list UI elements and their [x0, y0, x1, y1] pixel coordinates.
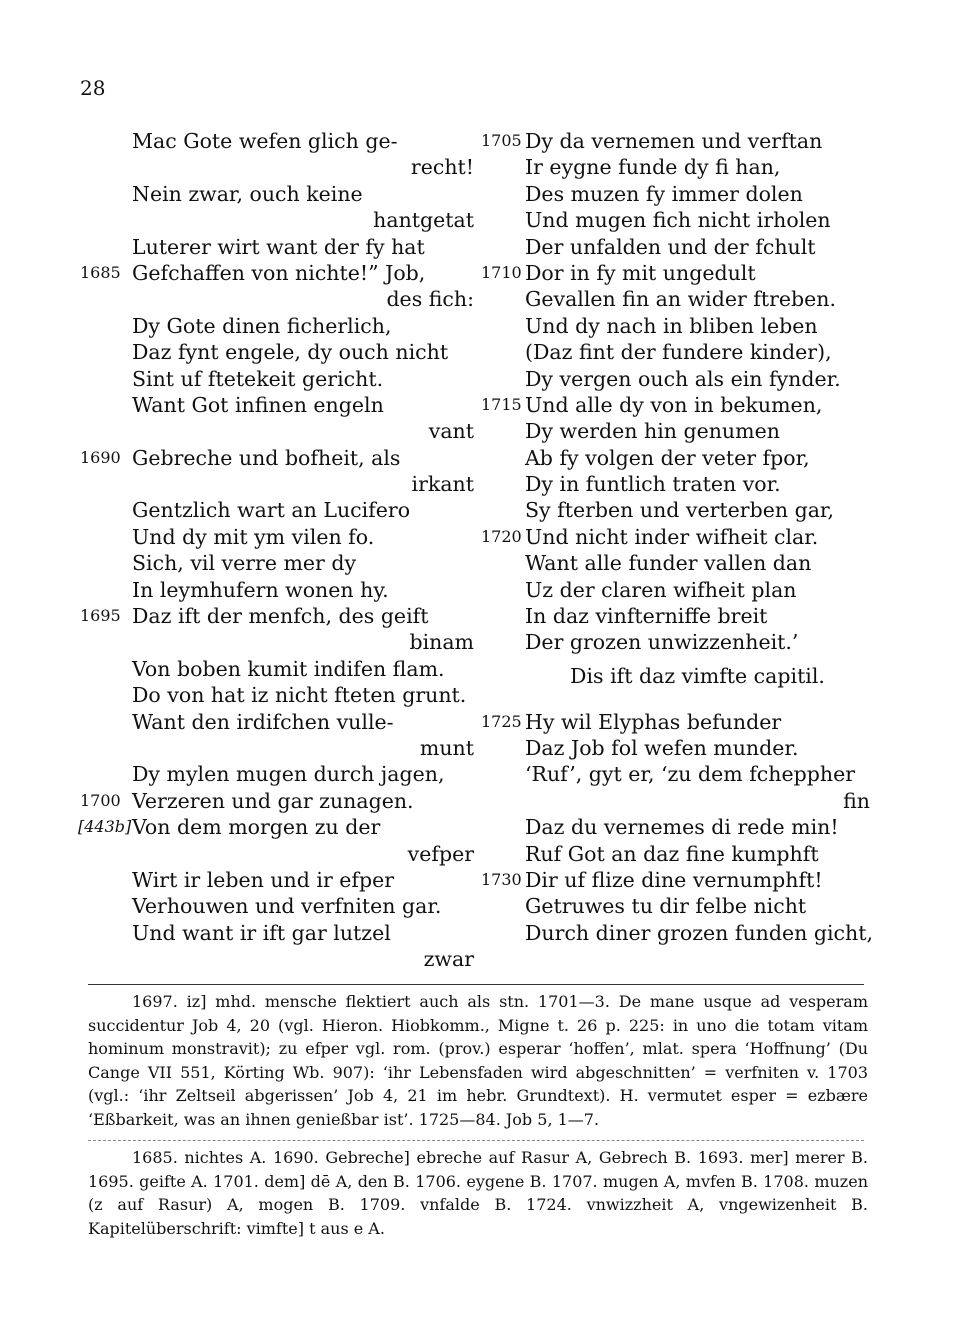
verse-text: des fich: — [386, 287, 474, 312]
verse-text: munt — [419, 735, 474, 760]
verse-line — [481, 709, 870, 735]
chapter-heading — [525, 656, 870, 709]
verse-text: Verhouwen und verfniten gar. — [132, 894, 442, 919]
verse-text: Hy wil Elyphas befunder — [525, 709, 782, 734]
verse-text: Dy werden hin genumen — [525, 419, 780, 444]
verse-line — [80, 788, 474, 814]
verse-line — [481, 392, 870, 418]
verse-text: Daz Job fol wefen munder. — [525, 736, 799, 760]
verse-line — [132, 339, 474, 365]
variants-text: 1685. nichtes A. 1690. Gebreche] ebreche auf Rasur A, Gebrech B. 1693. mer] merer B. 1695. geifte A. 1701. dem] dē A, den B. 1706. eygene B. 1707. mugen A, mvfen B. 1708. muzen (z auf Rasur) A, mogen B. 1709. vnfalde B. 1724. vnwizzheit A, vngewizenheit B. Kapitelüberschrift: vimfte] t aus e A. — [88, 1148, 868, 1238]
verse-line — [525, 550, 870, 576]
verse-text: Ruf Got an daz fine kumphft — [525, 841, 819, 866]
verse-line — [132, 577, 474, 603]
verse-line — [525, 154, 870, 180]
commentary-text: 1697. iz] mhd. mensche flektiert auch als stn. 1701—3. De mane usque ad vesperam succidentur Job 4, 20 (vgl. Hieron. Hiobkomm., Migne t. 26 p. 225: in uno die totam vitam hominum monstravit); zu efper vgl. rom. (prov.) esperar ‘hoffen’, mlat. spera ‘Hoffnung’ (Du Cange VII 551, Körting Wb. 907): ‘ihr Lebensfaden wird abgeschnitten’ = verfniten v. 1703 (vgl.: ‘ihr Zeltseil abgerissen’ Job 4, 21 im hebr. Grundtext). H. vermutet esper = ezbære ‘Eßbarkeit, was an ihnen genießbar ist’. 1725—84. Job 5, 1—7. — [88, 992, 868, 1129]
verse-number: 1710 — [481, 262, 522, 282]
verse-line — [481, 260, 870, 286]
verse-text: Sy fterben und verterben gar, — [525, 498, 834, 523]
verse-text: Und alle dy von in bekumen, — [525, 392, 823, 417]
verse-text: Dy in funtlich traten vor. — [525, 472, 781, 497]
verse-number: 1695 — [80, 606, 121, 626]
verse-line — [132, 761, 474, 787]
page-number: 28 — [80, 76, 106, 100]
verse-text: Und dy nach in bliben leben — [525, 313, 818, 338]
verse-line — [525, 814, 870, 840]
verse-line — [132, 392, 474, 418]
verse-text: Dy da vernemen und verftan — [525, 129, 823, 153]
verse-line — [132, 418, 474, 444]
verse-line — [525, 181, 870, 207]
verse-text: Gevallen fin an wider ftreben. — [525, 287, 837, 312]
verse-text: Daz ift der menfch, des geift — [132, 604, 429, 629]
verse-text: Und nicht inder wifheit clar. — [525, 524, 819, 549]
verse-line — [525, 603, 870, 629]
verse-line — [525, 629, 870, 655]
verse-line — [132, 656, 474, 682]
verse-text: Mac Gote wefen glich ge- — [132, 129, 398, 153]
verse-number: 1730 — [481, 869, 522, 889]
verse-line — [132, 946, 474, 972]
verse-line — [481, 524, 870, 550]
verse-text: Und want ir ift gar lutzel — [132, 920, 391, 945]
verse-line — [132, 735, 474, 761]
verse-number: 1705 — [481, 131, 522, 150]
verse-line — [132, 920, 474, 946]
verse-line — [525, 207, 870, 233]
footnote-rule — [88, 984, 864, 985]
verse-line — [481, 867, 870, 893]
verse-text: Ab fy volgen der veter fpor, — [525, 445, 810, 470]
verse-text: Dy vergen ouch als ein fynder. — [525, 366, 841, 391]
verse-text: Der unfalden und der fchult — [525, 234, 816, 259]
verse-line — [132, 629, 474, 655]
verse-text: Dor in fy mit ungedult — [525, 260, 756, 285]
verse-text: Dir uf flize dine vernumphft! — [525, 867, 823, 892]
verse-number: 1700 — [80, 790, 121, 810]
verse-line — [132, 181, 474, 207]
verse-text: fin — [843, 788, 870, 813]
verse-line — [525, 418, 870, 444]
verse-line — [132, 286, 474, 312]
verse-text: hantgetat — [373, 208, 474, 233]
verse-line — [525, 577, 870, 603]
verse-line — [525, 497, 870, 523]
verse-line — [525, 841, 870, 867]
verse-text: Want alle funder vallen dan — [525, 551, 812, 576]
verse-text: Durch diner grozen funden gicht, — [525, 920, 873, 945]
variants-rule — [88, 1140, 864, 1141]
verse-text: Gebreche und bofheit, als — [132, 445, 401, 470]
verse-text: Want Got infinen engeln — [132, 392, 384, 417]
verse-line — [132, 497, 474, 523]
verse-number: 1685 — [80, 262, 121, 282]
verse-text: Luterer wirt want der fy hat — [132, 234, 425, 259]
verse-text: zwar — [423, 947, 474, 972]
right-verse-column — [481, 128, 873, 946]
verse-line — [132, 682, 474, 708]
verse-text: ‘Ruf’, gyt er, ‘zu dem fcheppher — [525, 762, 856, 787]
verse-line — [132, 207, 474, 233]
verse-text: Getruwes tu dir felbe nicht — [525, 894, 807, 919]
verse-line — [525, 234, 870, 260]
verse-line — [132, 154, 474, 180]
verse-text: Uz der claren wifheit plan — [525, 577, 797, 602]
verse-line — [132, 471, 474, 497]
verse-line — [132, 893, 474, 919]
verse-text: Und dy mit ym vilen fo. — [132, 524, 375, 549]
verse-line — [525, 339, 870, 365]
verse-text: In leymhufern wonen hy. — [132, 577, 389, 602]
verse-text: Gefchaffen von nichte!” Job, — [132, 260, 426, 285]
verse-text: (Daz fint der fundere kinder), — [525, 340, 832, 365]
verse-text: Von dem morgen zu der — [132, 815, 381, 840]
verse-line — [80, 445, 474, 471]
verse-line — [525, 920, 873, 946]
verse-line — [132, 524, 474, 550]
verse-line — [80, 260, 474, 286]
verse-number: 1720 — [481, 526, 522, 546]
verse-text: Sich, vil verre mer dy — [132, 551, 357, 576]
verse-line — [132, 867, 474, 893]
verse-line — [525, 286, 870, 312]
verse-text: Nein zwar, ouch keine — [132, 181, 363, 206]
verse-line — [132, 366, 474, 392]
verse-number: 1725 — [481, 711, 522, 731]
verse-text: Von boben kumit indifen flam. — [132, 656, 445, 681]
verse-text: Wirt ir leben und ir efper — [132, 867, 395, 892]
verse-line — [80, 603, 474, 629]
verse-text: binam — [409, 630, 474, 655]
verse-line — [481, 128, 870, 154]
verse-text: Daz fynt engele, dy ouch nicht — [132, 340, 449, 365]
verse-text: irkant — [411, 472, 474, 497]
verse-line — [525, 471, 870, 497]
verse-text: In daz vinfterniffe breit — [525, 604, 768, 629]
verse-line — [525, 366, 870, 392]
verse-text: vefper — [407, 841, 474, 866]
verse-text: Der grozen unwizzenheit.’ — [525, 630, 799, 655]
verse-line — [525, 735, 870, 761]
verse-line — [132, 841, 474, 867]
verse-text: Und mugen fich nicht irholen — [525, 208, 831, 233]
verse-text: Want den irdifchen vulle- — [132, 709, 394, 734]
verse-text: Verzeren und gar zunagen. — [132, 788, 414, 813]
verse-line — [132, 709, 474, 735]
verse-text: recht! — [410, 155, 474, 180]
verse-number: 1715 — [481, 394, 522, 414]
verse-text: Gentzlich wart an Lucifero — [132, 498, 411, 523]
verse-text: vant — [428, 419, 474, 444]
variant-readings — [88, 1146, 868, 1240]
left-verse-column — [78, 128, 474, 973]
verse-number: 1690 — [80, 447, 121, 467]
verse-line — [132, 550, 474, 576]
verse-text: Des muzen fy immer dolen — [525, 181, 803, 206]
verse-text: Do von hat iz nicht fteten grunt. — [132, 683, 467, 708]
verse-line — [132, 234, 474, 260]
verse-line — [132, 313, 474, 339]
verse-line — [525, 445, 870, 471]
commentary-notes — [88, 990, 868, 1131]
verse-text: Daz du vernemes di rede min! — [525, 815, 839, 840]
verse-text: Dy mylen mugen durch jagen, — [132, 762, 445, 787]
verse-line — [525, 788, 870, 814]
verse-text: Dy Gote dinen ficherlich, — [132, 313, 392, 338]
verse-line — [525, 761, 870, 787]
verse-line — [132, 128, 474, 154]
folio-marker: [443b] — [78, 817, 132, 837]
verse-text: Sint uf ftetekeit gericht. — [132, 366, 384, 391]
verse-line — [525, 893, 870, 919]
verse-text: Ir eygne funde dy fi han, — [525, 155, 781, 180]
verse-text: Dis ift daz vimfte capitil. — [570, 663, 825, 688]
verse-line — [525, 313, 870, 339]
verse-line — [78, 814, 474, 840]
